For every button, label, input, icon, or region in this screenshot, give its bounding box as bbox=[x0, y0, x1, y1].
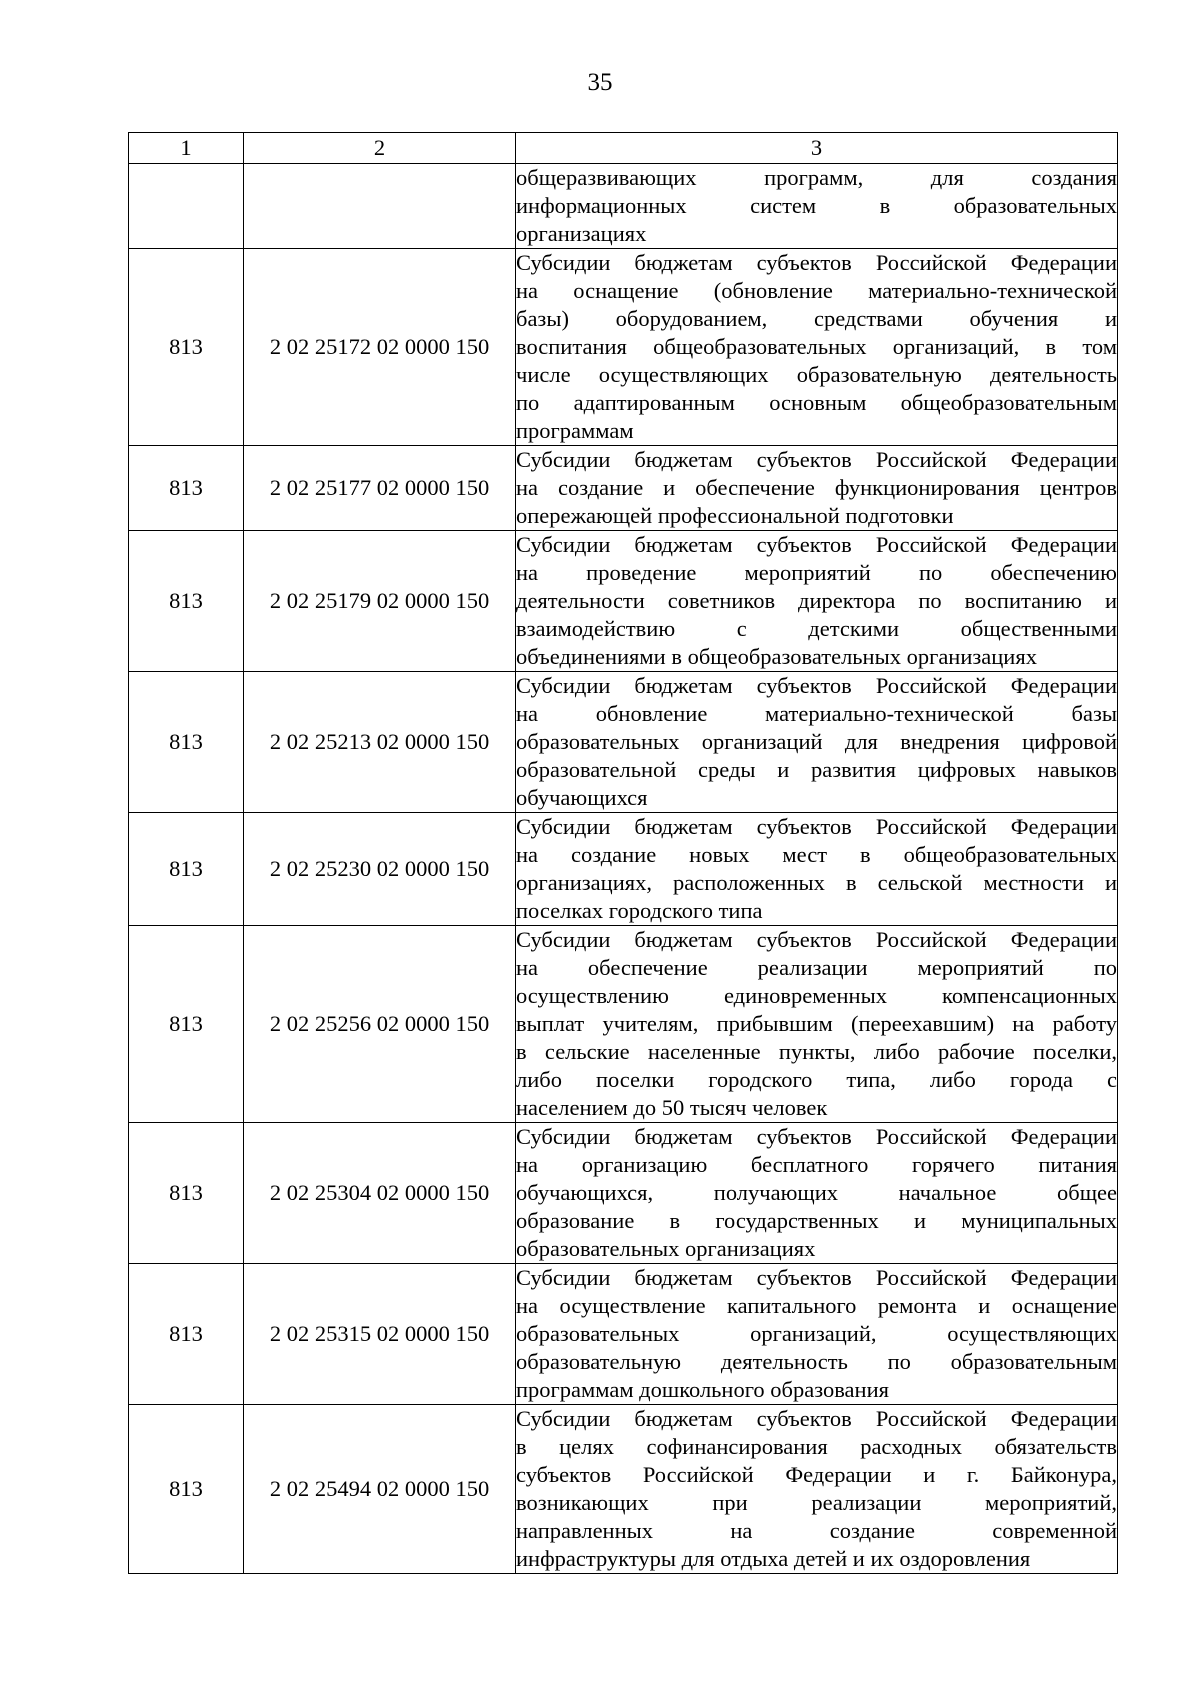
description-line: Субсидии бюджетам субъектов Российской Федерации bbox=[516, 250, 1117, 275]
table-row bbox=[129, 249, 1118, 446]
table-row bbox=[129, 1405, 1118, 1574]
revenue-description-cell bbox=[516, 926, 1118, 1123]
description-line: образовательных организациях bbox=[516, 1236, 816, 1261]
revenue-description-cell bbox=[516, 249, 1118, 446]
budget-classification-code-cell: 2 02 25177 02 0000 150 bbox=[244, 446, 516, 531]
description-line: Субсидии бюджетам субъектов Российской Федерации bbox=[516, 673, 1117, 698]
description-line: информационных систем в образовательных bbox=[516, 193, 1117, 218]
page-number: 35 bbox=[587, 69, 613, 96]
description-line: деятельности советников директора по воспитанию и bbox=[516, 588, 1117, 613]
description-line: населением до 50 тысяч человек bbox=[516, 1095, 828, 1120]
admin-code-cell: 813 bbox=[129, 813, 244, 926]
description-line: Субсидии бюджетам субъектов Российской Федерации bbox=[516, 927, 1117, 952]
admin-code-cell: 813 bbox=[129, 446, 244, 531]
admin-code-cell: 813 bbox=[129, 926, 244, 1123]
description-line: образовательной среды и развития цифровых навыков bbox=[516, 757, 1117, 782]
budget-classification-code-cell: 2 02 25179 02 0000 150 bbox=[244, 531, 516, 672]
revenue-description-cell bbox=[516, 1123, 1118, 1264]
description-line: воспитания общеобразовательных организаций, в том bbox=[516, 334, 1117, 359]
revenue-description-cell bbox=[516, 1405, 1118, 1574]
description-line: общеразвивающих программ, для создания bbox=[516, 165, 1117, 190]
description-line: программам bbox=[516, 418, 634, 443]
description-line: на организацию бесплатного горячего питания bbox=[516, 1152, 1117, 1177]
budget-classification-code-cell bbox=[244, 164, 516, 249]
budget-revenue-table bbox=[128, 132, 1118, 1574]
description-line: на оснащение (обновление материально-технической bbox=[516, 278, 1117, 303]
revenue-description-cell bbox=[516, 164, 1118, 249]
admin-code-cell: 813 bbox=[129, 531, 244, 672]
table-header-row bbox=[129, 133, 1118, 164]
description-line: взаимодействию с детскими общественными bbox=[516, 616, 1117, 641]
budget-classification-code-cell: 2 02 25315 02 0000 150 bbox=[244, 1264, 516, 1405]
revenue-description-cell bbox=[516, 531, 1118, 672]
budget-classification-code-cell: 2 02 25230 02 0000 150 bbox=[244, 813, 516, 926]
table-row bbox=[129, 926, 1118, 1123]
revenue-description-cell bbox=[516, 813, 1118, 926]
description-line: на проведение мероприятий по обеспечению bbox=[516, 560, 1117, 585]
description-line: поселках городского типа bbox=[516, 898, 763, 923]
description-line: возникающих при реализации мероприятий, bbox=[516, 1490, 1117, 1515]
description-line: Субсидии бюджетам субъектов Российской Федерации bbox=[516, 1265, 1117, 1290]
description-line: на создание новых мест в общеобразовательных bbox=[516, 842, 1117, 867]
table-row bbox=[129, 1264, 1118, 1405]
description-line: в сельские населенные пункты, либо рабочие поселки, bbox=[516, 1039, 1117, 1064]
description-line: на обеспечение реализации мероприятий по bbox=[516, 955, 1117, 980]
admin-code-cell: 813 bbox=[129, 1405, 244, 1574]
revenue-description-cell bbox=[516, 446, 1118, 531]
revenue-description-cell bbox=[516, 672, 1118, 813]
admin-code-cell: 813 bbox=[129, 672, 244, 813]
description-line: обучающихся bbox=[516, 785, 648, 810]
description-line: Субсидии бюджетам субъектов Российской Федерации bbox=[516, 532, 1117, 557]
description-line: на создание и обеспечение функционирования центров bbox=[516, 475, 1117, 500]
description-line: осуществлению единовременных компенсационных bbox=[516, 983, 1117, 1008]
description-line: базы) оборудованием, средствами обучения и bbox=[516, 306, 1117, 331]
budget-classification-code-cell: 2 02 25256 02 0000 150 bbox=[244, 926, 516, 1123]
description-line: выплат учителям, прибывшим (переехавшим) на работу bbox=[516, 1011, 1117, 1036]
description-line: направленных на создание современной bbox=[516, 1518, 1117, 1543]
column-header-2: 2 bbox=[244, 133, 516, 164]
admin-code-cell: 813 bbox=[129, 1264, 244, 1405]
description-line: опережающей профессиональной подготовки bbox=[516, 503, 954, 528]
budget-classification-code-cell: 2 02 25213 02 0000 150 bbox=[244, 672, 516, 813]
description-line: образовательную деятельность по образовательным bbox=[516, 1349, 1117, 1374]
admin-code-cell: 813 bbox=[129, 1123, 244, 1264]
admin-code-cell bbox=[129, 164, 244, 249]
description-line: Субсидии бюджетам субъектов Российской Федерации bbox=[516, 814, 1117, 839]
column-header-3: 3 bbox=[516, 133, 1118, 164]
description-line: образование в государственных и муниципальных bbox=[516, 1208, 1117, 1233]
description-line: организациях bbox=[516, 221, 647, 246]
description-line: образовательных организаций, осуществляющих bbox=[516, 1321, 1117, 1346]
table-body bbox=[129, 164, 1118, 1574]
budget-classification-code-cell: 2 02 25304 02 0000 150 bbox=[244, 1123, 516, 1264]
table-row bbox=[129, 1123, 1118, 1264]
description-line: образовательных организаций для внедрения цифровой bbox=[516, 729, 1117, 754]
budget-classification-code-cell: 2 02 25172 02 0000 150 bbox=[244, 249, 516, 446]
description-line: по адаптированным основным общеобразовательным bbox=[516, 390, 1117, 415]
revenue-description-cell bbox=[516, 1264, 1118, 1405]
description-line: в целях софинансирования расходных обязательств bbox=[516, 1434, 1117, 1459]
description-line: инфраструктуры для отдыха детей и их оздоровления bbox=[516, 1546, 1031, 1571]
description-line: на осуществление капитального ремонта и оснащение bbox=[516, 1293, 1117, 1318]
description-line: субъектов Российской Федерации и г. Байконура, bbox=[516, 1462, 1117, 1487]
description-line: на обновление материально-технической базы bbox=[516, 701, 1117, 726]
table-row bbox=[129, 813, 1118, 926]
table-row bbox=[129, 446, 1118, 531]
table-row bbox=[129, 672, 1118, 813]
table-row bbox=[129, 164, 1118, 249]
description-line: числе осуществляющих образовательную деятельность bbox=[516, 362, 1117, 387]
description-line: Субсидии бюджетам субъектов Российской Федерации bbox=[516, 447, 1117, 472]
description-line: Субсидии бюджетам субъектов Российской Федерации bbox=[516, 1406, 1117, 1431]
description-line: объединениями в общеобразовательных организациях bbox=[516, 644, 1037, 669]
budget-classification-code-cell: 2 02 25494 02 0000 150 bbox=[244, 1405, 516, 1574]
description-line: Субсидии бюджетам субъектов Российской Федерации bbox=[516, 1124, 1117, 1149]
admin-code-cell: 813 bbox=[129, 249, 244, 446]
description-line: либо поселки городского типа, либо города с bbox=[516, 1067, 1117, 1092]
description-line: программам дошкольного образования bbox=[516, 1377, 889, 1402]
description-line: обучающихся, получающих начальное общее bbox=[516, 1180, 1117, 1205]
column-header-1: 1 bbox=[129, 133, 244, 164]
table-row bbox=[129, 531, 1118, 672]
description-line: организациях, расположенных в сельской местности и bbox=[516, 870, 1117, 895]
